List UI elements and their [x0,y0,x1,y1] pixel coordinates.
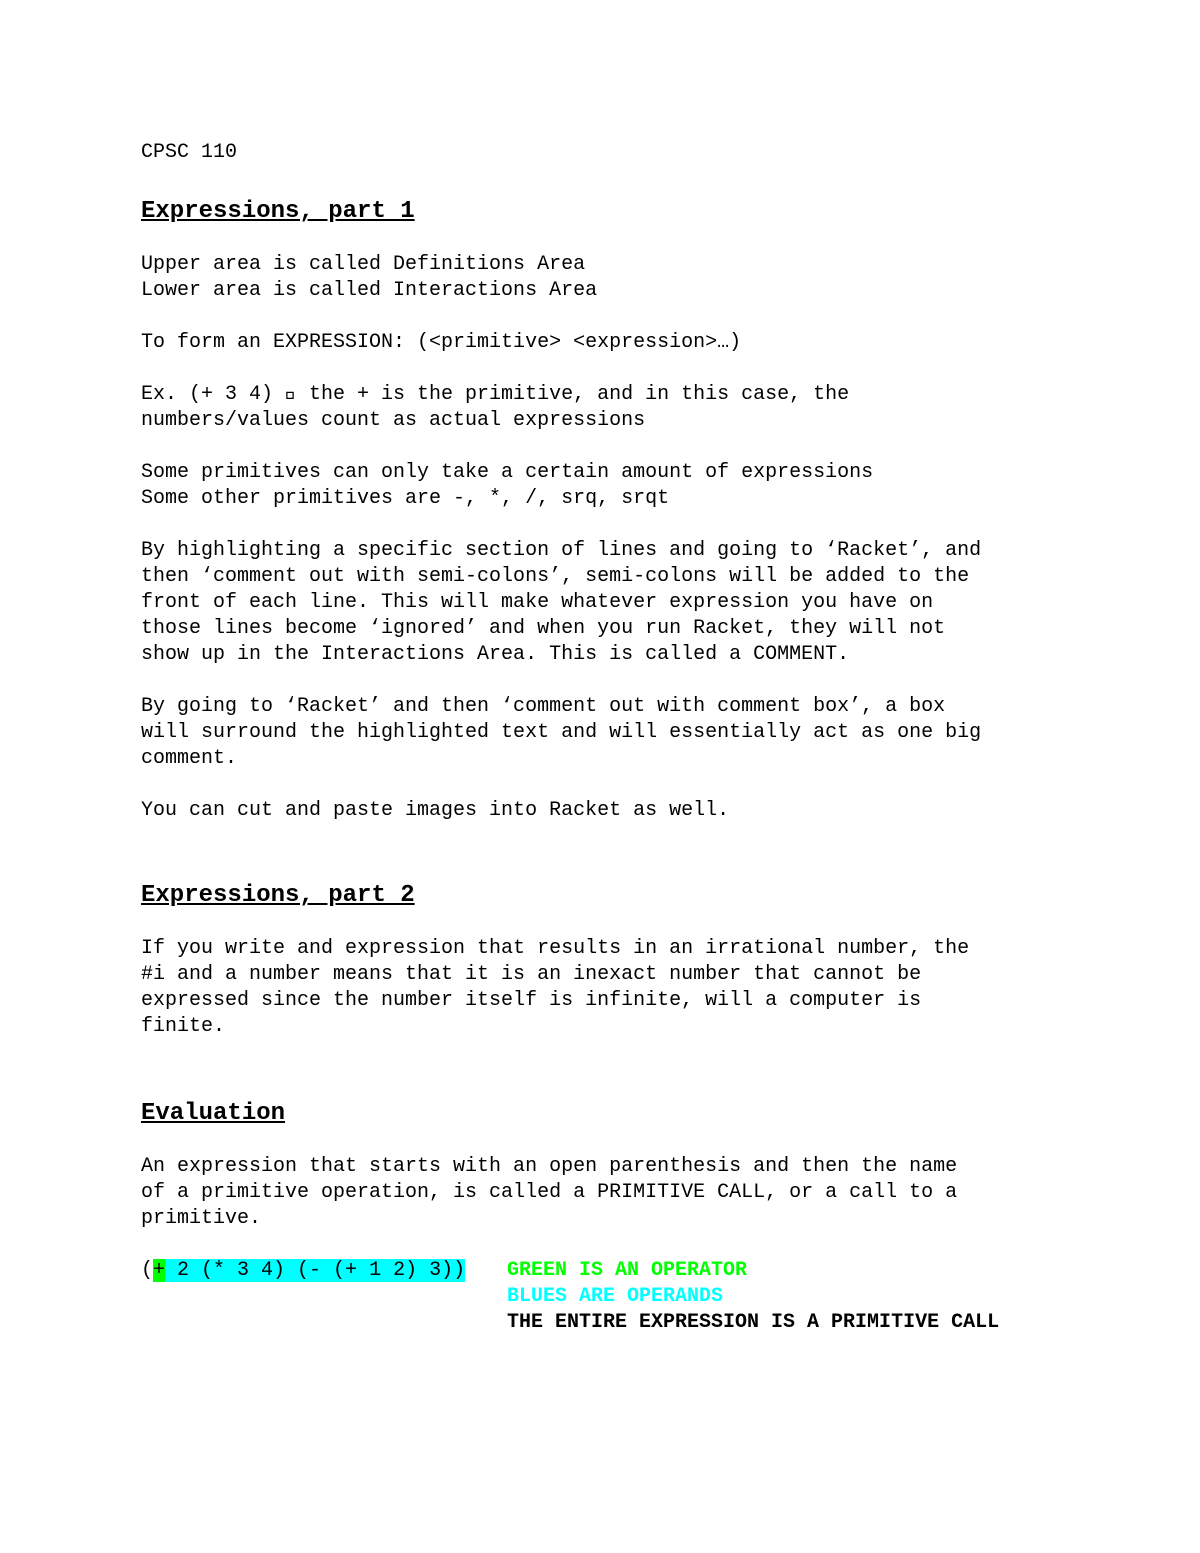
section-heading-expressions-1: Expressions, part 1 [141,198,415,225]
open-paren: ( [141,1259,154,1282]
text-line: those lines become ‘ignored’ and when you run Racket, they will not [141,617,946,640]
text-line: By going to ‘Racket’ and then ‘comment out with comment box’, a box [141,695,946,718]
text-line: Lower area is called Interactions Area [141,279,598,302]
paragraph [141,330,1101,356]
text-line: will surround the highlighted text and will essentially act as one big [141,721,982,744]
document-page [141,140,1101,1338]
paragraph [141,382,1101,434]
section-heading-expressions-2: Expressions, part 2 [141,882,415,909]
course-code: CPSC 110 [141,141,238,164]
paragraph [141,460,1101,512]
text-line: numbers/values count as actual expressions [141,409,646,432]
section-heading-evaluation: Evaluation [141,1100,286,1127]
legend-operands: BLUES ARE OPERANDS [507,1285,724,1308]
text-line: then ‘comment out with semi-colons’, semi-colons will be added to the [141,565,970,588]
text-line: Some primitives can only take a certain amount of expressions [141,461,874,484]
paragraph [141,1154,1101,1232]
text-line: You can cut and paste images into Racket as well. [141,799,730,822]
text-line: expressed since the number itself is infinite, will a computer is [141,989,922,1012]
text-line: #i and a number means that it is an inexact number that cannot be [141,963,922,986]
text-line: Ex. (+ 3 4) the + is the primitive, and in this case, the [141,383,850,406]
legend-primitive-call: THE ENTIRE EXPRESSION IS A PRIMITIVE CALL [507,1311,1000,1334]
operands-highlight: 2 (* 3 4) (- (+ 1 2) 3)) [165,1259,466,1282]
text-line: Upper area is called Definitions Area [141,253,586,276]
text-line: An expression that starts with an open parenthesis and then the name [141,1155,958,1178]
text-line: of a primitive operation, is called a PRIMITIVE CALL, or a call to a [141,1181,958,1204]
text-line: comment. [141,747,238,770]
paragraph [141,252,1101,304]
text-line: show up in the Interactions Area. This is called a COMMENT. [141,643,850,666]
text-line: front of each line. This will make whatever expression you have on [141,591,934,614]
operator-highlight: + [153,1259,166,1282]
paragraph [141,936,1101,1040]
text-line: Some other primitives are -, *, /, srq, srqt [141,487,670,510]
text-line: finite. [141,1015,226,1038]
paragraph [141,538,1101,668]
primitive-call-example [141,1258,1101,1338]
text-line: By highlighting a specific section of lines and going to ‘Racket’, and [141,539,982,562]
legend [507,1258,999,1336]
paragraph [141,694,1101,772]
text-line: To form an EXPRESSION: (<primitive> <expression>…) [141,331,742,354]
legend-operator: GREEN IS AN OPERATOR [507,1259,748,1282]
text-line: primitive. [141,1207,262,1230]
paragraph [141,798,1101,824]
text-line: If you write and expression that results in an irrational number, the [141,937,970,960]
